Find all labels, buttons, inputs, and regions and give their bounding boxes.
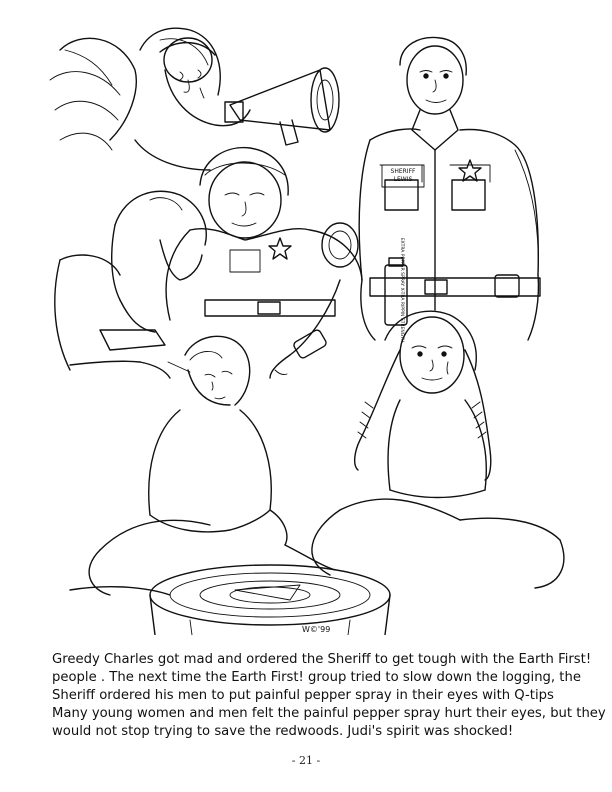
caption-text	[52, 651, 606, 741]
page-number: - 21 -	[291, 754, 321, 767]
badge-line1: SHERIFF	[390, 168, 416, 175]
caption-line-2: people . The next time the Earth First! group tried to slow down the logging, the	[52, 670, 581, 685]
spray-can-label: EXTRA PEPPER SPRAY X-TRA RIPPIN STRENGTH	[399, 237, 404, 343]
older-man-figure	[55, 191, 206, 378]
girl-with-braids-figure	[312, 311, 564, 588]
tree-stump	[150, 565, 390, 635]
artist-signature: W©'99	[302, 625, 331, 634]
coloring-illustration	[40, 10, 580, 635]
pepper-spray-can	[385, 238, 407, 343]
caption-line-5: would not stop trying to save the redwoods. Judi's spirit was shocked!	[52, 724, 514, 739]
megaphone	[225, 68, 339, 145]
angel-spirit-figure	[50, 28, 250, 170]
caption-line-1: Greedy Charles got mad and ordered the Sheriff to get tough with the Earth First!	[52, 652, 592, 667]
badge-line2: LEWIS	[393, 176, 413, 183]
caption-line-3: Sheriff ordered his men to put painful pepper spray in their eyes with Q-tips	[52, 688, 554, 703]
sheriff-lewis-figure	[359, 37, 540, 340]
caption-line-4: Many young women and men felt the painful pepper spray hurt their eyes, but they	[52, 706, 606, 721]
young-man-victim-figure	[70, 336, 335, 595]
